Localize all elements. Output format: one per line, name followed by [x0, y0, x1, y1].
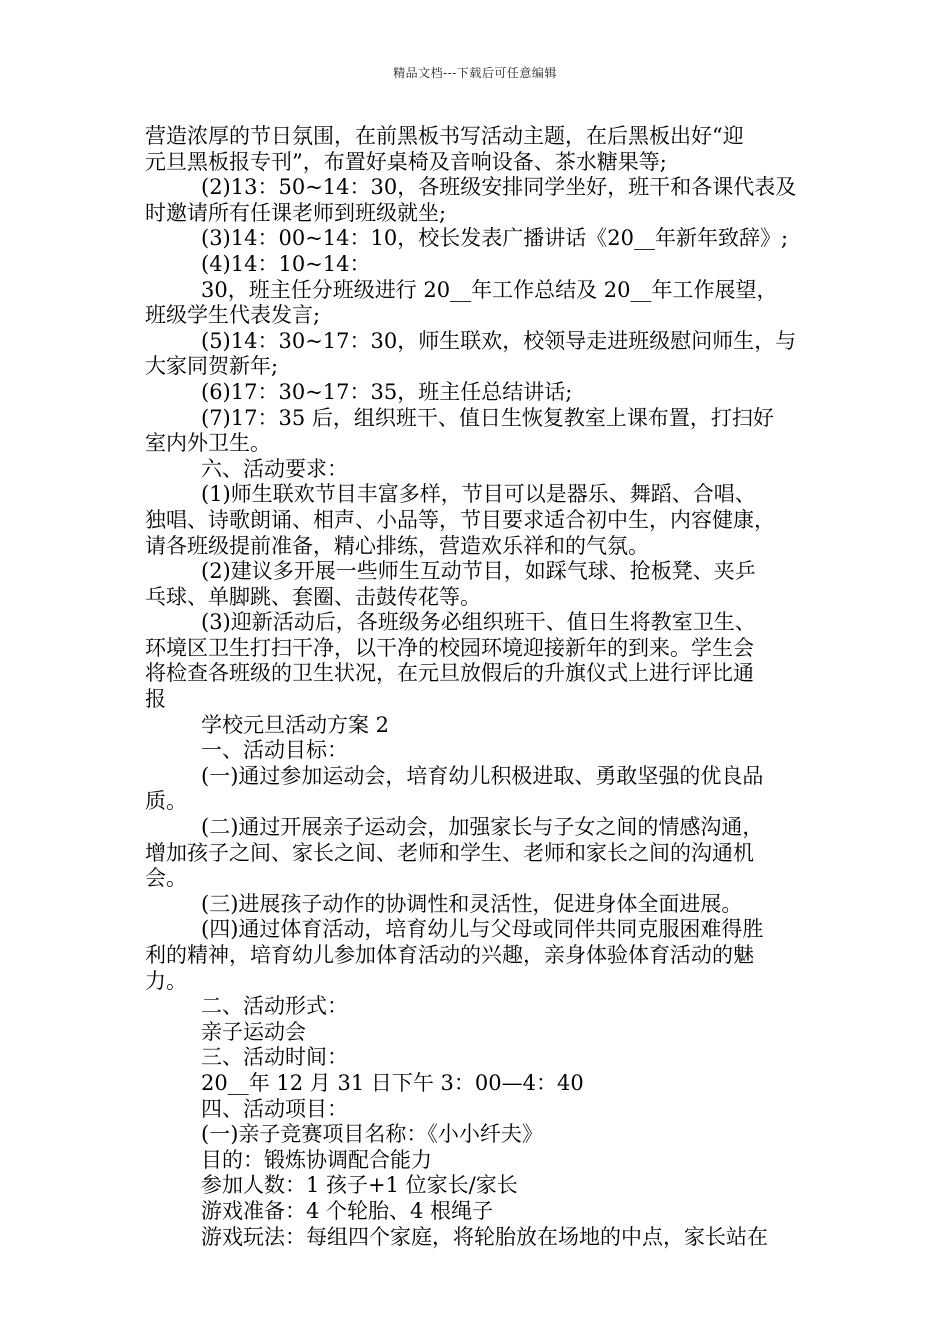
text-line: 参加人数：1 孩子+1 位家长/家长	[201, 1173, 518, 1198]
text-line: 大家同贺新年;	[145, 354, 279, 379]
section-heading: 二、活动形式：	[201, 994, 348, 1019]
text-line: 环境区卫生打扫干净，以干净的校园环境迎接新年的到来。学生会	[145, 635, 754, 660]
text-line: 请各班级提前准备，精心排练，营造欢乐祥和的气氛。	[145, 533, 649, 558]
text-line: 乓球、单脚跳、套圈、击鼓传花等。	[145, 584, 481, 609]
text-line: 利的精神，培育幼儿参加体育活动的兴趣，亲身体验体育活动的魅	[145, 943, 754, 967]
text-line: 班级学生代表发言;	[145, 303, 321, 328]
text-line: (2)建议多开展一些师生互动节目，如踩气球、抢板凳、夹乒	[201, 559, 756, 584]
section-heading: 六、活动要求：	[201, 456, 348, 481]
text-line: (二)通过开展亲子运动会，加强家长与子女之间的情感沟通，	[201, 815, 764, 840]
text-line: 目的：锻炼协调配合能力	[201, 1147, 432, 1172]
text-line: (四)通过体育活动，培育幼儿与父母或同伴共同克服困难得胜	[201, 917, 764, 942]
text-line: 亲子运动会	[201, 1019, 306, 1044]
text-line: (3)14：00~14：10，校长发表广播讲话《20__年新年致辞》;	[201, 226, 789, 251]
text-line: 营造浓厚的节日氛围，在前黑板书写活动主题，在后黑板出好“迎	[145, 124, 744, 148]
text-line: 将检查各班级的卫生状况，在元旦放假后的升旗仪式上进行评比通	[145, 661, 754, 686]
text-line: 质。	[145, 789, 187, 814]
text-line: 游戏准备：4 个轮胎、4 根绳子	[201, 1198, 494, 1223]
text-line: (一)亲子竞赛项目名称：《小小纤夫》	[201, 1122, 543, 1147]
page-header: 精品文档---下载后可任意编辑	[393, 66, 557, 80]
text-line: (1)师生联欢节目丰富多样，节目可以是器乐、舞蹈、合唱、	[201, 482, 756, 507]
text-line: (一)通过参加运动会，培育幼儿积极进取、勇敢坚强的优良品	[201, 763, 764, 788]
section-heading: 一、活动目标：	[201, 738, 348, 763]
text-line: 20__年 12 月 31 日下午 3：00—4：40	[201, 1070, 584, 1095]
text-line: 30，班主任分班级进行 20__年工作总结及 20__年工作展望，	[201, 277, 778, 302]
text-line: (7)17：35 后，组织班干、值日生恢复教室上课布置，打扫好	[201, 405, 774, 430]
text-line: (三)进展孩子动作的协调性和灵活性，促进身体全面进展。	[201, 891, 743, 916]
text-line: (6)17：30~17：35，班主任总结讲话;	[201, 379, 573, 404]
text-line: (4)14：10~14：	[201, 251, 371, 276]
text-line: 增加孩子之间、家长之间、老师和学生、老师和家长之间的沟通机	[145, 840, 754, 865]
text-line: 时邀请所有任课老师到班级就坐;	[145, 200, 447, 225]
section-heading: 三、活动时间：	[201, 1045, 348, 1070]
text-line: 力。	[145, 968, 187, 993]
text-line: (5)14：30~17：30，师生联欢，校领导走进班级慰问师生，与	[201, 328, 797, 353]
section-heading: 四、活动项目：	[201, 1096, 348, 1121]
text-line: (2)13：50~14：30，各班级安排同学坐好，班干和各课代表及	[201, 175, 797, 200]
text-line: 报	[145, 687, 166, 712]
text-line: (3)迎新活动后，各班级务必组织班干、值日生将教室卫生、	[201, 610, 756, 635]
text-line: 元旦黑板报专刊”，布置好桌椅及音响设备、茶水糖果等;	[145, 149, 667, 174]
document-subtitle: 学校元旦活动方案 2	[201, 712, 390, 737]
document-body	[145, 124, 825, 1250]
text-line: 独唱、诗歌朗诵、相声、小品等，节目要求适合初中生，内容健康，	[145, 507, 775, 532]
text-line: 室内外卫生。	[145, 431, 271, 456]
text-line: 游戏玩法：每组四个家庭，将轮胎放在场地的中点，家长站在	[201, 1224, 768, 1249]
text-line: 会。	[145, 866, 187, 891]
